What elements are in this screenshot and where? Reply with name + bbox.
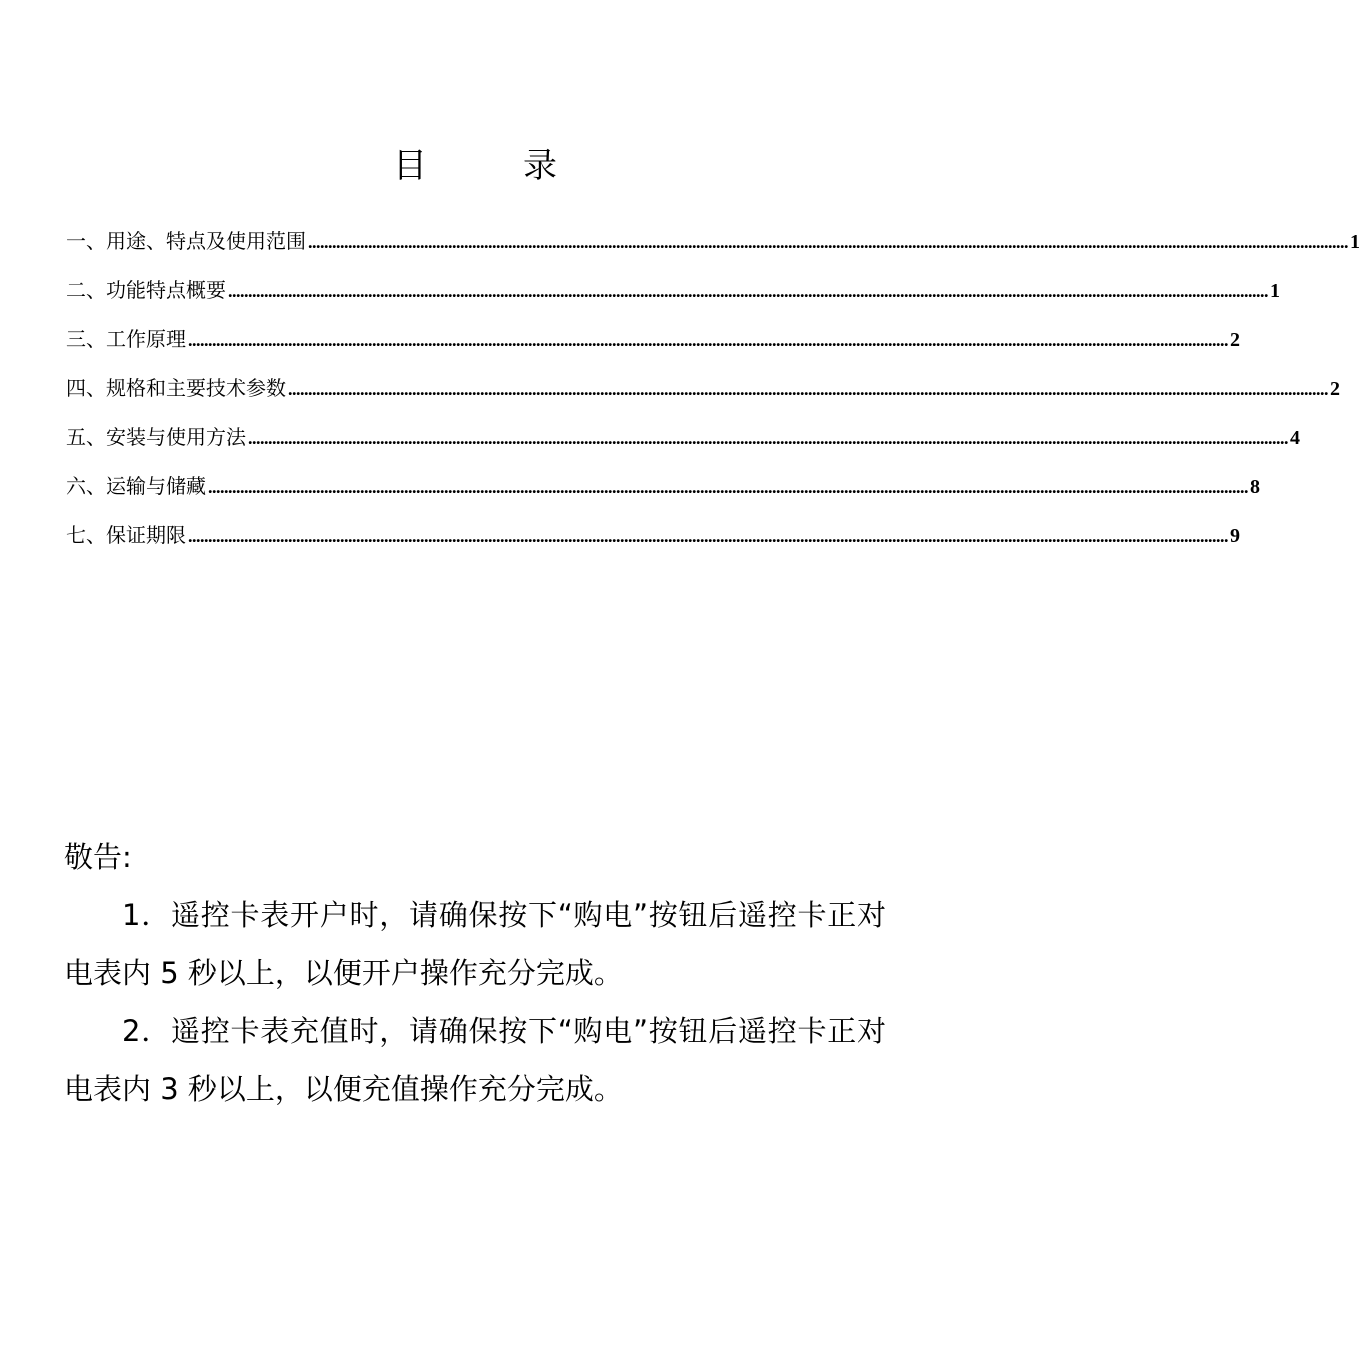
notice-item: 1．遥控卡表开户时，请确保按下“购电”按钮后遥控卡正对电表内 5 秒以上，以便开户操作充分完成。 <box>64 898 886 990</box>
toc-dot-leader: .................................................................................................................................................................................................................................................................... <box>248 428 1288 448</box>
notice-section <box>64 828 886 1118</box>
toc-entry-label: 四、规格和主要技术参数 <box>66 376 286 400</box>
toc-entry-page: 1 <box>1350 231 1360 253</box>
table-of-contents <box>66 222 1360 565</box>
toc-entry[interactable] <box>66 369 1340 418</box>
toc-entry-label: 七、保证期限 <box>66 523 186 547</box>
toc-dot-leader: .................................................................................................................................................................................................................................................................... <box>208 477 1248 497</box>
toc-entry[interactable] <box>66 418 1300 467</box>
toc-title-right: 录 <box>523 146 557 186</box>
toc-dot-leader: .................................................................................................................................................................................................................................................................... <box>228 281 1268 301</box>
toc-title-left: 目 <box>393 146 427 186</box>
toc-entry-page: 8 <box>1250 476 1260 498</box>
toc-entry-label: 三、工作原理 <box>66 327 186 351</box>
toc-entry-page: 2 <box>1330 378 1340 400</box>
toc-entry[interactable] <box>66 222 1360 271</box>
toc-entry-page: 4 <box>1290 427 1300 449</box>
toc-entry-label: 二、功能特点概要 <box>66 278 226 302</box>
toc-entry-label: 五、安装与使用方法 <box>66 425 246 449</box>
toc-entry[interactable] <box>66 271 1280 320</box>
notice-item: 2．遥控卡表充值时，请确保按下“购电”按钮后遥控卡正对电表内 3 秒以上，以便充值操作充分完成。 <box>64 1014 886 1106</box>
notice-heading: 敬告: <box>64 840 132 874</box>
toc-dot-leader: .................................................................................................................................................................................................................................................................... <box>188 526 1228 546</box>
toc-entry-label: 六、运输与储藏 <box>66 474 206 498</box>
toc-entry[interactable] <box>66 467 1260 516</box>
toc-title <box>0 138 950 187</box>
toc-dot-leader: .................................................................................................................................................................................................................................................................... <box>308 232 1348 252</box>
toc-dot-leader: .................................................................................................................................................................................................................................................................... <box>188 330 1228 350</box>
toc-entry-page: 9 <box>1230 525 1240 547</box>
toc-entry[interactable] <box>66 320 1240 369</box>
toc-entry-page: 2 <box>1230 329 1240 351</box>
toc-entry[interactable] <box>66 516 1240 565</box>
toc-entry-page: 1 <box>1270 280 1280 302</box>
toc-entry-label: 一、用途、特点及使用范围 <box>66 229 306 253</box>
toc-dot-leader: .................................................................................................................................................................................................................................................................... <box>288 379 1328 399</box>
